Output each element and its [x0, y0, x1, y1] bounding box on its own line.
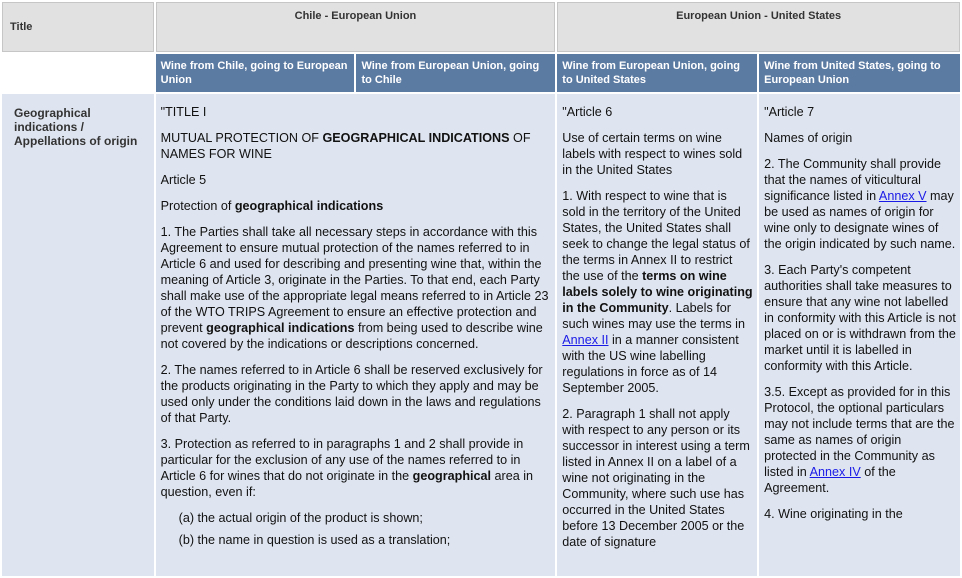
chile-eu-header: Chile - European Union	[156, 2, 556, 52]
blank-cell	[2, 54, 154, 92]
us-eu-text-cell	[759, 94, 960, 576]
annex-ii-link[interactable]: Annex II	[562, 333, 609, 347]
paragraph: 2. Paragraph 1 shall not apply with respect to any person or its successor in interest using a term listed in Annex II on a label of a wine not originating in the Community, where such use has occurred in the United States before 13 December 2005 or the date of signature	[562, 407, 750, 549]
paragraph: 3. Each Party's competent authorities shall take measures to ensure that any wine not labelled in conformity with this Article is not placed on or is withdrawn from the market until it is labelled in conformity with this Article.	[764, 263, 956, 373]
subheader-row	[2, 54, 960, 92]
paragraph: "TITLE I	[160, 105, 207, 119]
paragraph: 3.5. Except as provided for in this Protocol, the optional particulars may not include terms that are the same as names of origin protected in the Community as listed in Annex IV of the Agreement.	[764, 385, 955, 495]
paragraph: 1. The Parties shall take all necessary steps in accordance with this Agreement to ensure mutual protection of the names referred to in Article 6 and used for describing and presenting wine that, within the meaning of Article 3, originate in the Parties. To that end, each Party shall make use of the appropriate legal means referred to in Article 23 of the WTO TRIPS Agreement to ensure an effective protection and prevent geographical indications from being used to describe wine not covered by the indications or descriptions concerned.	[160, 225, 549, 351]
header-row	[2, 2, 960, 52]
column-header-us-to-eu: Wine from United States, going to European Union	[759, 54, 960, 92]
paragraph: 4. Wine originating in the	[764, 507, 903, 521]
paragraph: Use of certain terms on wine labels with respect to wines sold in the United States	[562, 131, 743, 177]
paragraph: Protection of geographical indications	[160, 199, 384, 213]
row-label: Geographical indications / Appellations of origin	[2, 94, 154, 576]
column-header-eu-to-chile: Wine from European Union, going to Chile	[356, 54, 555, 92]
paragraph: 2. The names referred to in Article 6 shall be reserved exclusively for the products originating in the Party to which they apply and may be used only under the conditions laid down in the laws and regulations of that Party.	[160, 363, 543, 425]
annex-v-link[interactable]: Annex V	[878, 189, 927, 203]
paragraph: (b) the name in question is used as a translation;	[178, 533, 451, 547]
paragraph: (a) the actual origin of the product is shown;	[178, 511, 423, 525]
paragraph: 3. Protection as referred to in paragraphs 1 and 2 shall provide in particular for the exclusion of any use of the names referred to in Article 6 for wines that do not originate in the geographical area in question, even if:	[160, 437, 534, 499]
paragraph: 1. With respect to wine that is sold in the territory of the United States, the United States shall seek to change the legal status of the terms in Annex II to restrict the use of the terms on wine labels solely to wine originating in the Community. Labels for such wines may use the terms in Annex II in a manner consistent with the US wine labelling regulations in force as of 14 September 2005.	[562, 189, 753, 395]
paragraph: MUTUAL PROTECTION OF GEOGRAPHICAL INDICATIONS OF NAMES FOR WINE	[160, 131, 531, 161]
eu-us-header: European Union - United States	[557, 2, 960, 52]
eu-us-text-cell	[557, 94, 757, 576]
column-header-chile-to-eu: Wine from Chile, going to European Union	[156, 54, 355, 92]
paragraph: "Article 6	[562, 105, 613, 119]
paragraph: Article 5	[160, 173, 207, 187]
table-row	[2, 94, 960, 576]
annex-iv-link[interactable]: Annex IV	[809, 465, 861, 479]
column-header-eu-to-us: Wine from European Union, going to United States	[557, 54, 757, 92]
title-column-header: Title	[2, 2, 154, 52]
chile-eu-text-cell	[156, 94, 556, 576]
paragraph: "Article 7	[764, 105, 815, 119]
paragraph: Names of origin	[764, 131, 853, 145]
paragraph: 2. The Community shall provide that the names of viticultural significance listed in Annex V may be used as names of origin for wine only to designate wines of the origin indicated by such name.	[764, 157, 956, 251]
